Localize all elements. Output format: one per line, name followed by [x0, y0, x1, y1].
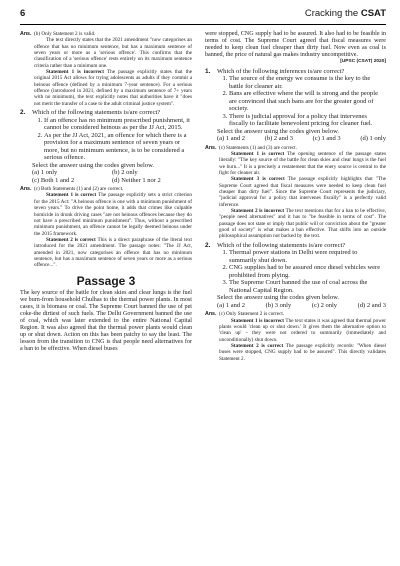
answer-options [217, 302, 386, 310]
question-stem: Which of the following inferences is/are correct? [217, 67, 345, 75]
left-column [20, 31, 192, 353]
statement-verdict: Statement 1 is correct [46, 192, 97, 199]
statement-explanation: The text states it was agreed that thermal power plants would 'clean up or shut down.' It gives them the alternative option to 'clean up' - they were not ordered to summarily (immediately and unconditionally) shut down. [219, 317, 387, 343]
statement-verdict: Statement 1 is correct [231, 150, 285, 157]
statement-explanation: The text mentions that for a ban to be effective, "people need alternatives" and it has to "be feasible in terms of cost". The passage does not state or imply that public will or conviction about the "greater good of society" is what makes a ban effective. That shifts into an outside philosophical assumption not backed by the text. [219, 207, 387, 240]
book-title-the: the [342, 8, 361, 19]
question-number: 2. [205, 241, 211, 249]
answer-options [217, 135, 386, 143]
answer-block [20, 31, 192, 107]
answer-explanation [219, 343, 386, 362]
passage-text-continued: were stopped, CNG supply had to be assured. It also had to be feasible in terms of cost. The Supreme Court agreed that fiscal measures were needed to keep clean fuel cheaper than dirty fuel. Now even as coal is banned, the price of natural gas makes industry uncompetitive. [205, 31, 386, 59]
statement-item: 3. The Supreme Court banned the use of coal across the National Capital Region. [229, 279, 386, 294]
answer-block [205, 311, 386, 362]
select-instruction: Select the answer using the codes given below. [217, 127, 339, 135]
book-title-light: Cracking [304, 8, 343, 19]
question-block [205, 68, 386, 143]
answer-label: Ans. [205, 144, 217, 151]
exam-citation: [UPSC (CSAT) 2020] [340, 59, 386, 65]
option-a: (a) 1 only [32, 169, 58, 177]
answer-explanation [219, 176, 386, 208]
book-title-bold: CSAT [360, 8, 386, 19]
option-d: (d) 2 and 3 [357, 301, 386, 309]
statement-verdict: Statement 1 is incorrect [46, 69, 104, 76]
statement-explanation: The passage explicitly sets a strict criterion for the 2015 Act: "A heinous offence is one with a minimum punishment of seven years." To drive the point home, it adds that crimes like culpable homicide in drunk driving cases "are not heinous offences because they do not have a prescribed minimum punishment". Thus, without a prescribed minimum punishment, an offence cannot be legally deemed heinous under the 2015 framework. [34, 192, 192, 237]
option-c: (c) Both 1 and 2 [32, 176, 75, 184]
passage-text: The key source of the battle for clean skies and clear lungs is the fuel we burn-from household Chulhas to the thermal power plants. In most cases, it is biomass or coal. The Supreme Court banned the use of pet coke-the dirtiest of such fuels. The Delhi Government banned the use of coal, which was later extended to the entire National Capital Region. It was also agreed that the thermal power plants would clean up or shut down. Action on this has been patchy to say the least. The lesson from the transition to CNG is that people need alternatives for a ban to be effective. When diesel buses [20, 289, 192, 352]
page-number: 6 [20, 8, 26, 19]
question-number: 2. [20, 109, 26, 117]
option-d: (d) 1 only [360, 135, 386, 143]
answer-explanation [34, 237, 192, 269]
option-b: (b) 3 only [265, 301, 292, 309]
answer-explanation [34, 192, 192, 236]
option-a: (a) 1 and 2 [217, 301, 245, 309]
question-block [20, 109, 192, 184]
question-stem: Which of the following statements is/are correct? [217, 241, 346, 249]
answer-explanation [34, 69, 192, 107]
statement-explanation: This is a direct paraphrase of the literal text introduced for the 2021 amendment. The passage notes: "The JJ Act, amended in 2021, now categorises an offence that has no minimum sentence, but has a maximum sentence of seven years or more as a serious offence...". [34, 236, 192, 269]
option-b: (b) 2 and 3 [264, 135, 293, 143]
select-instruction: Select the answer using the codes given below. [217, 294, 339, 302]
answer-explanation [219, 208, 386, 240]
statement-item: 2. CNG supplies had to be assured once diesel vehicles were prohibited from plying. [229, 264, 386, 279]
answer-explanation [219, 318, 386, 343]
book-title [305, 8, 386, 19]
statement-verdict: Statement 2 is correct [46, 236, 96, 243]
answer-choice: (c) Statements (1) and (3) are correct. [219, 144, 297, 151]
answer-choice: (c) Only Statement 2 is correct. [219, 311, 285, 318]
statement-verdict: Statement 2 is correct [231, 342, 284, 349]
answer-choice: (b) Only Statement 2 is valid. [34, 31, 96, 37]
statement-item: 3. There is judicial approval for a policy that intervenes fiscally to facilitate benevolent pricing for cleaner fuel. [229, 113, 386, 128]
statement-verdict: Statement 2 is incorrect [231, 207, 285, 214]
option-b: (b) 2 only [112, 169, 138, 177]
statement-explanation: The passage explicitly records: "When diesel buses were stopped, CNG supply had to be assured". This directly validates Statement 2. [219, 342, 386, 362]
answer-choice: (c) Both Statements (1) and (2) are correct. [34, 186, 124, 193]
answer-options [32, 169, 192, 184]
statement-explanation: The opening sentence of the passage states literally: "The key source of the battle for clean skies and clear lungs is the fuel we burn..." It is a precisely a restatement that the enery source is central to the fight for cleaner air. [219, 150, 386, 176]
answer-explanation: The text directly states that the 2021 amendment "now categorises an offence that has no minimum sentence, but has a maximum sentence of seven years or more as a 'serious offence'. This confirms that the classification of a 'serious offence' rests entirely on its maximum sentence criteria rather than a minimum one. [34, 37, 192, 69]
answer-explanation [219, 151, 386, 176]
passage-title: Passage 3 [76, 273, 136, 288]
statement-item: 2. Bans are effective where the will is strong and the people are convinced that such bans are for the greater good of society. [229, 90, 386, 113]
statement-item: 1. Thermal power stations in Delhi were required to summarily shut down. [229, 249, 386, 264]
statement-explanation: The passage explicitly states that the original 2015 Act allows for trying adolescents as adults if they commit a heinous offence (defined by a minimum 7-year sentence). For a serious offence (introduced in 2021, defined by a maximum sentence of 7+ years with no minimum), the text explicitly notes that authorities have it "does not merit the transfer of a case to the adult criminal justice system". [34, 69, 192, 107]
statement-list [217, 75, 386, 128]
question-block [205, 242, 386, 310]
question-stem: Which of the following statements is/are correct? [32, 109, 161, 117]
option-a: (a) 1 and 2 [217, 135, 245, 143]
statement-item: 1. If an offence has no minimum prescribed punishment, it cannot be considered heinous as per the JJ Act, 2015. [44, 117, 192, 132]
option-c: (c) 2 only [311, 301, 338, 309]
answer-block [20, 186, 192, 268]
page-header [20, 8, 386, 25]
answer-block [205, 145, 386, 240]
statement-verdict: Statement 3 is correct [231, 176, 285, 183]
answer-label: Ans. [205, 311, 217, 318]
option-d: (d) Neither 1 nor 2 [112, 176, 161, 184]
statement-explanation: The passage explicitly highlights that "The Supreme Court agreed that fiscal measures were needed to keep clean fuel cheaper than dirty fuel". Since the Supreme Court represents the judiciary, "judicial approval for a policy that intervenes fiscally" is a perfectly valid inference. [219, 176, 386, 208]
option-c: (c) 1 and 3 [312, 135, 341, 143]
statement-list [32, 117, 192, 162]
question-number: 1. [205, 67, 211, 75]
answer-label: Ans. [20, 31, 32, 37]
select-instruction: Select the answer using the codes given below. [32, 161, 154, 169]
statement-list [217, 249, 386, 294]
answer-label: Ans. [20, 186, 32, 193]
statement-item: 1. The source of the energy we consume is the key to the battle for cleaner air. [229, 75, 386, 90]
statement-item: 2. As per the JJ Act, 2021, an offence for which there is a provision for a maximum sentence of seven years or more, but no minimum sentence, is to be considered a serious offence. [44, 132, 192, 162]
right-column [205, 31, 386, 362]
statement-verdict: Statement 1 is incorrect [231, 317, 285, 324]
